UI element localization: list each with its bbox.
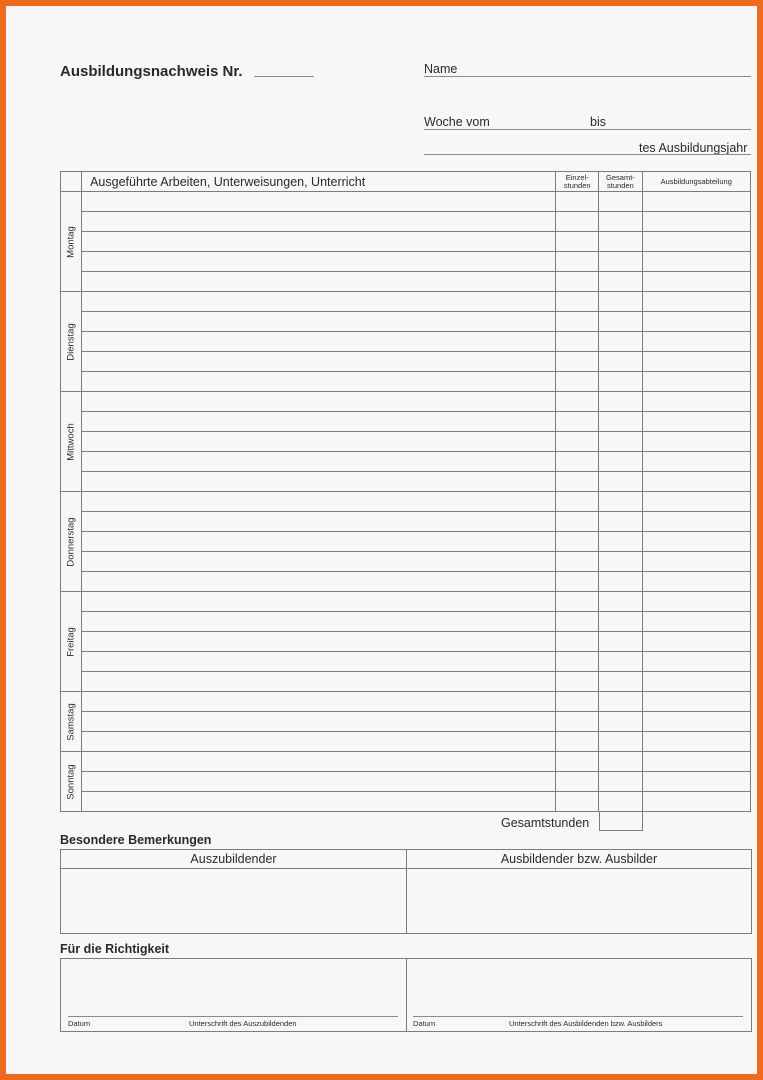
table-row: [61, 612, 751, 632]
gesamtstunden-cell[interactable]: [599, 392, 642, 412]
abteilung-cell[interactable]: [642, 532, 751, 552]
gesamtstunden-cell[interactable]: [599, 212, 642, 232]
einzelstunden-cell[interactable]: [556, 252, 599, 272]
einzelstunden-cell[interactable]: [556, 212, 599, 232]
einzelstunden-cell[interactable]: [556, 552, 599, 572]
einzelstunden-cell[interactable]: [556, 712, 599, 732]
gesamtstunden-cell[interactable]: [599, 272, 642, 292]
einzelstunden-cell[interactable]: [556, 452, 599, 472]
gesamtstunden-cell[interactable]: [599, 232, 642, 252]
work-cell[interactable]: [82, 252, 556, 272]
work-cell[interactable]: [82, 692, 556, 712]
work-cell[interactable]: [82, 372, 556, 392]
work-cell[interactable]: [82, 552, 556, 572]
einzelstunden-cell[interactable]: [556, 652, 599, 672]
abteilung-cell[interactable]: [642, 732, 751, 752]
abteilung-cell[interactable]: [642, 792, 751, 812]
einzelstunden-cell[interactable]: [556, 352, 599, 372]
abteilung-cell[interactable]: [642, 512, 751, 532]
gesamtstunden-cell[interactable]: [599, 792, 642, 812]
week-to-label: bis: [590, 115, 606, 129]
abteilung-cell[interactable]: [642, 392, 751, 412]
table-row: [61, 532, 751, 552]
work-cell[interactable]: [82, 292, 556, 312]
gesamtstunden-cell[interactable]: [599, 692, 642, 712]
signature-line-trainee: [68, 1016, 398, 1017]
gesamtstunden-cell[interactable]: [599, 472, 642, 492]
day-name: Montag: [65, 225, 77, 258]
gesamtstunden-cell[interactable]: [599, 572, 642, 592]
table-row: [61, 192, 751, 212]
einzelstunden-cell[interactable]: [556, 692, 599, 712]
einzelstunden-cell[interactable]: [556, 792, 599, 812]
remarks-field-trainer[interactable]: [406, 868, 752, 934]
gesamtstunden-cell[interactable]: [599, 352, 642, 372]
gesamtstunden-cell[interactable]: [599, 332, 642, 352]
abteilung-cell[interactable]: [642, 272, 751, 292]
table-row: [61, 632, 751, 652]
table-row: [61, 252, 751, 272]
gesamtstunden-cell[interactable]: [599, 772, 642, 792]
week-from-label: Woche vom: [424, 115, 490, 129]
table-row: [61, 292, 751, 312]
einzelstunden-cell[interactable]: [556, 232, 599, 252]
abteilung-cell[interactable]: [642, 232, 751, 252]
einzelstunden-cell[interactable]: [556, 772, 599, 792]
header-gesamtstunden: [599, 172, 642, 192]
gesamtstunden-cell[interactable]: [599, 412, 642, 432]
training-year-label: tes Ausbildungsjahr: [639, 141, 748, 155]
day-label-cell: [61, 392, 82, 492]
work-cell[interactable]: [82, 592, 556, 612]
work-cell[interactable]: [82, 312, 556, 332]
abteilung-cell[interactable]: [642, 432, 751, 452]
table-row: [61, 492, 751, 512]
work-cell[interactable]: [82, 512, 556, 532]
gesamtstunden-cell[interactable]: [599, 752, 642, 772]
abteilung-cell[interactable]: [642, 292, 751, 312]
table-row: [61, 472, 751, 492]
header-day-cell: [61, 172, 82, 192]
gesamtstunden-cell[interactable]: [599, 252, 642, 272]
einzelstunden-cell[interactable]: [556, 732, 599, 752]
table-row: [61, 672, 751, 692]
gesamtstunden-cell[interactable]: [599, 732, 642, 752]
work-cell[interactable]: [82, 232, 556, 252]
abteilung-cell[interactable]: [642, 692, 751, 712]
work-cell[interactable]: [82, 472, 556, 492]
work-cell[interactable]: [82, 352, 556, 372]
abteilung-cell[interactable]: [642, 212, 751, 232]
work-cell[interactable]: [82, 572, 556, 592]
abteilung-cell[interactable]: [642, 352, 751, 372]
work-cell[interactable]: [82, 212, 556, 232]
date-label-trainee: Datum: [68, 1019, 91, 1028]
header-abteilung: Ausbildungsabteilung: [642, 172, 751, 192]
gesamtstunden-cell[interactable]: [599, 672, 642, 692]
work-cell[interactable]: [82, 272, 556, 292]
abteilung-cell[interactable]: [642, 412, 751, 432]
total-hours-field[interactable]: [599, 812, 643, 831]
work-cell[interactable]: [82, 392, 556, 412]
header-gesamt-line2: stunden: [607, 180, 634, 190]
remarks-title: Besondere Bemerkungen: [60, 833, 212, 847]
einzelstunden-cell[interactable]: [556, 752, 599, 772]
work-cell[interactable]: [82, 432, 556, 452]
abteilung-cell[interactable]: [642, 492, 751, 512]
einzelstunden-cell[interactable]: [556, 392, 599, 412]
abteilung-cell[interactable]: [642, 672, 751, 692]
table-row: [61, 692, 751, 712]
gesamtstunden-cell[interactable]: [599, 612, 642, 632]
header-gesamt-line1: Gesamt-: [606, 172, 635, 182]
einzelstunden-cell[interactable]: [556, 632, 599, 652]
gesamtstunden-cell[interactable]: [599, 552, 642, 572]
remarks-field-trainee[interactable]: [60, 868, 407, 934]
einzelstunden-cell[interactable]: [556, 272, 599, 292]
table-row: [61, 312, 751, 332]
work-cell[interactable]: [82, 752, 556, 772]
day-name: Mittwoch: [65, 422, 77, 461]
day-label-cell: [61, 292, 82, 392]
table-row: [61, 572, 751, 592]
activity-table: [60, 171, 751, 812]
table-row: [61, 752, 751, 772]
einzelstunden-cell[interactable]: [556, 592, 599, 612]
gesamtstunden-cell[interactable]: [599, 192, 642, 212]
table-header-row: [61, 172, 751, 192]
day-label-cell: [61, 192, 82, 292]
abteilung-cell[interactable]: [642, 372, 751, 392]
name-label: Name: [424, 62, 458, 76]
number-field-line[interactable]: [254, 76, 314, 77]
abteilung-cell[interactable]: [642, 552, 751, 572]
signature-line-trainer: [413, 1016, 743, 1017]
gesamtstunden-cell[interactable]: [599, 452, 642, 472]
abteilung-cell[interactable]: [642, 772, 751, 792]
gesamtstunden-cell[interactable]: [599, 652, 642, 672]
table-row: [61, 552, 751, 572]
gesamtstunden-cell[interactable]: [599, 532, 642, 552]
day-label-cell: [61, 752, 82, 812]
work-cell[interactable]: [82, 672, 556, 692]
table-row: [61, 732, 751, 752]
table-row: [61, 452, 751, 472]
table-row: [61, 772, 751, 792]
work-cell[interactable]: [82, 792, 556, 812]
work-cell[interactable]: [82, 192, 556, 212]
gesamtstunden-cell[interactable]: [599, 512, 642, 532]
table-row: [61, 512, 751, 532]
abteilung-cell[interactable]: [642, 192, 751, 212]
work-cell[interactable]: [82, 612, 556, 632]
training-year-line[interactable]: [424, 154, 751, 155]
einzelstunden-cell[interactable]: [556, 532, 599, 552]
work-cell[interactable]: [82, 772, 556, 792]
einzelstunden-cell[interactable]: [556, 192, 599, 212]
einzelstunden-cell[interactable]: [556, 612, 599, 632]
abteilung-cell[interactable]: [642, 632, 751, 652]
work-cell[interactable]: [82, 412, 556, 432]
einzelstunden-cell[interactable]: [556, 512, 599, 532]
signatures-title: Für die Richtigkeit: [60, 942, 170, 956]
day-name: Freitag: [65, 626, 77, 657]
table-row: [61, 592, 751, 612]
einzelstunden-cell[interactable]: [556, 432, 599, 452]
document-title: Ausbildungsnachweis Nr.: [60, 63, 243, 80]
table-row: [61, 332, 751, 352]
work-cell[interactable]: [82, 532, 556, 552]
gesamtstunden-cell[interactable]: [599, 712, 642, 732]
header-einzelstunden: [556, 172, 599, 192]
signature-label-trainee: Unterschrift des Auszubildenden: [189, 1019, 297, 1028]
work-cell[interactable]: [82, 332, 556, 352]
table-row: [61, 392, 751, 412]
date-label-trainer: Datum: [413, 1019, 436, 1028]
header-einzel-line1: Einzel-: [565, 172, 589, 182]
einzelstunden-cell[interactable]: [556, 292, 599, 312]
abteilung-cell[interactable]: [642, 472, 751, 492]
abteilung-cell[interactable]: [642, 572, 751, 592]
header-work: Ausgeführte Arbeiten, Unterweisungen, Unterricht: [82, 172, 556, 192]
week-field-line[interactable]: [424, 129, 751, 130]
work-cell[interactable]: [82, 452, 556, 472]
work-cell[interactable]: [82, 632, 556, 652]
einzelstunden-cell[interactable]: [556, 672, 599, 692]
work-cell[interactable]: [82, 492, 556, 512]
gesamtstunden-cell[interactable]: [599, 312, 642, 332]
day-name: Samstag: [65, 702, 77, 741]
table-row: [61, 372, 751, 392]
abteilung-cell[interactable]: [642, 712, 751, 732]
table-row: [61, 272, 751, 292]
work-cell[interactable]: [82, 732, 556, 752]
einzelstunden-cell[interactable]: [556, 412, 599, 432]
gesamtstunden-cell[interactable]: [599, 432, 642, 452]
abteilung-cell[interactable]: [642, 752, 751, 772]
einzelstunden-cell[interactable]: [556, 312, 599, 332]
table-row: [61, 652, 751, 672]
abteilung-cell[interactable]: [642, 452, 751, 472]
einzelstunden-cell[interactable]: [556, 372, 599, 392]
table-row: [61, 712, 751, 732]
work-cell[interactable]: [82, 712, 556, 732]
table-row: [61, 232, 751, 252]
signature-label-trainer: Unterschrift des Ausbildenden bzw. Ausbilders: [509, 1019, 663, 1028]
gesamtstunden-cell[interactable]: [599, 592, 642, 612]
einzelstunden-cell[interactable]: [556, 332, 599, 352]
table-row: [61, 792, 751, 812]
table-row: [61, 212, 751, 232]
einzelstunden-cell[interactable]: [556, 492, 599, 512]
abteilung-cell[interactable]: [642, 332, 751, 352]
abteilung-cell[interactable]: [642, 312, 751, 332]
abteilung-cell[interactable]: [642, 252, 751, 272]
total-hours-label: Gesamtstunden: [501, 816, 590, 830]
day-label-cell: [61, 592, 82, 692]
abteilung-cell[interactable]: [642, 652, 751, 672]
gesamtstunden-cell[interactable]: [599, 372, 642, 392]
day-label-cell: [61, 492, 82, 592]
table-row: [61, 352, 751, 372]
day-name: Dienstag: [65, 322, 77, 361]
abteilung-cell[interactable]: [642, 612, 751, 632]
abteilung-cell[interactable]: [642, 592, 751, 612]
name-field-line[interactable]: [424, 76, 751, 77]
table-row: [61, 412, 751, 432]
einzelstunden-cell[interactable]: [556, 472, 599, 492]
day-label-cell: [61, 692, 82, 752]
header-einzel-line2: stunden: [563, 180, 591, 190]
remarks-header-left: Auszubildender: [60, 849, 407, 869]
day-name: Sonntag: [65, 763, 77, 800]
gesamtstunden-cell[interactable]: [599, 292, 642, 312]
table-row: [61, 432, 751, 452]
einzelstunden-cell[interactable]: [556, 572, 599, 592]
day-name: Donnerstag: [65, 516, 77, 567]
gesamtstunden-cell[interactable]: [599, 632, 642, 652]
gesamtstunden-cell[interactable]: [599, 492, 642, 512]
remarks-header-right: Ausbildender bzw. Ausbilder: [406, 849, 752, 869]
work-cell[interactable]: [82, 652, 556, 672]
